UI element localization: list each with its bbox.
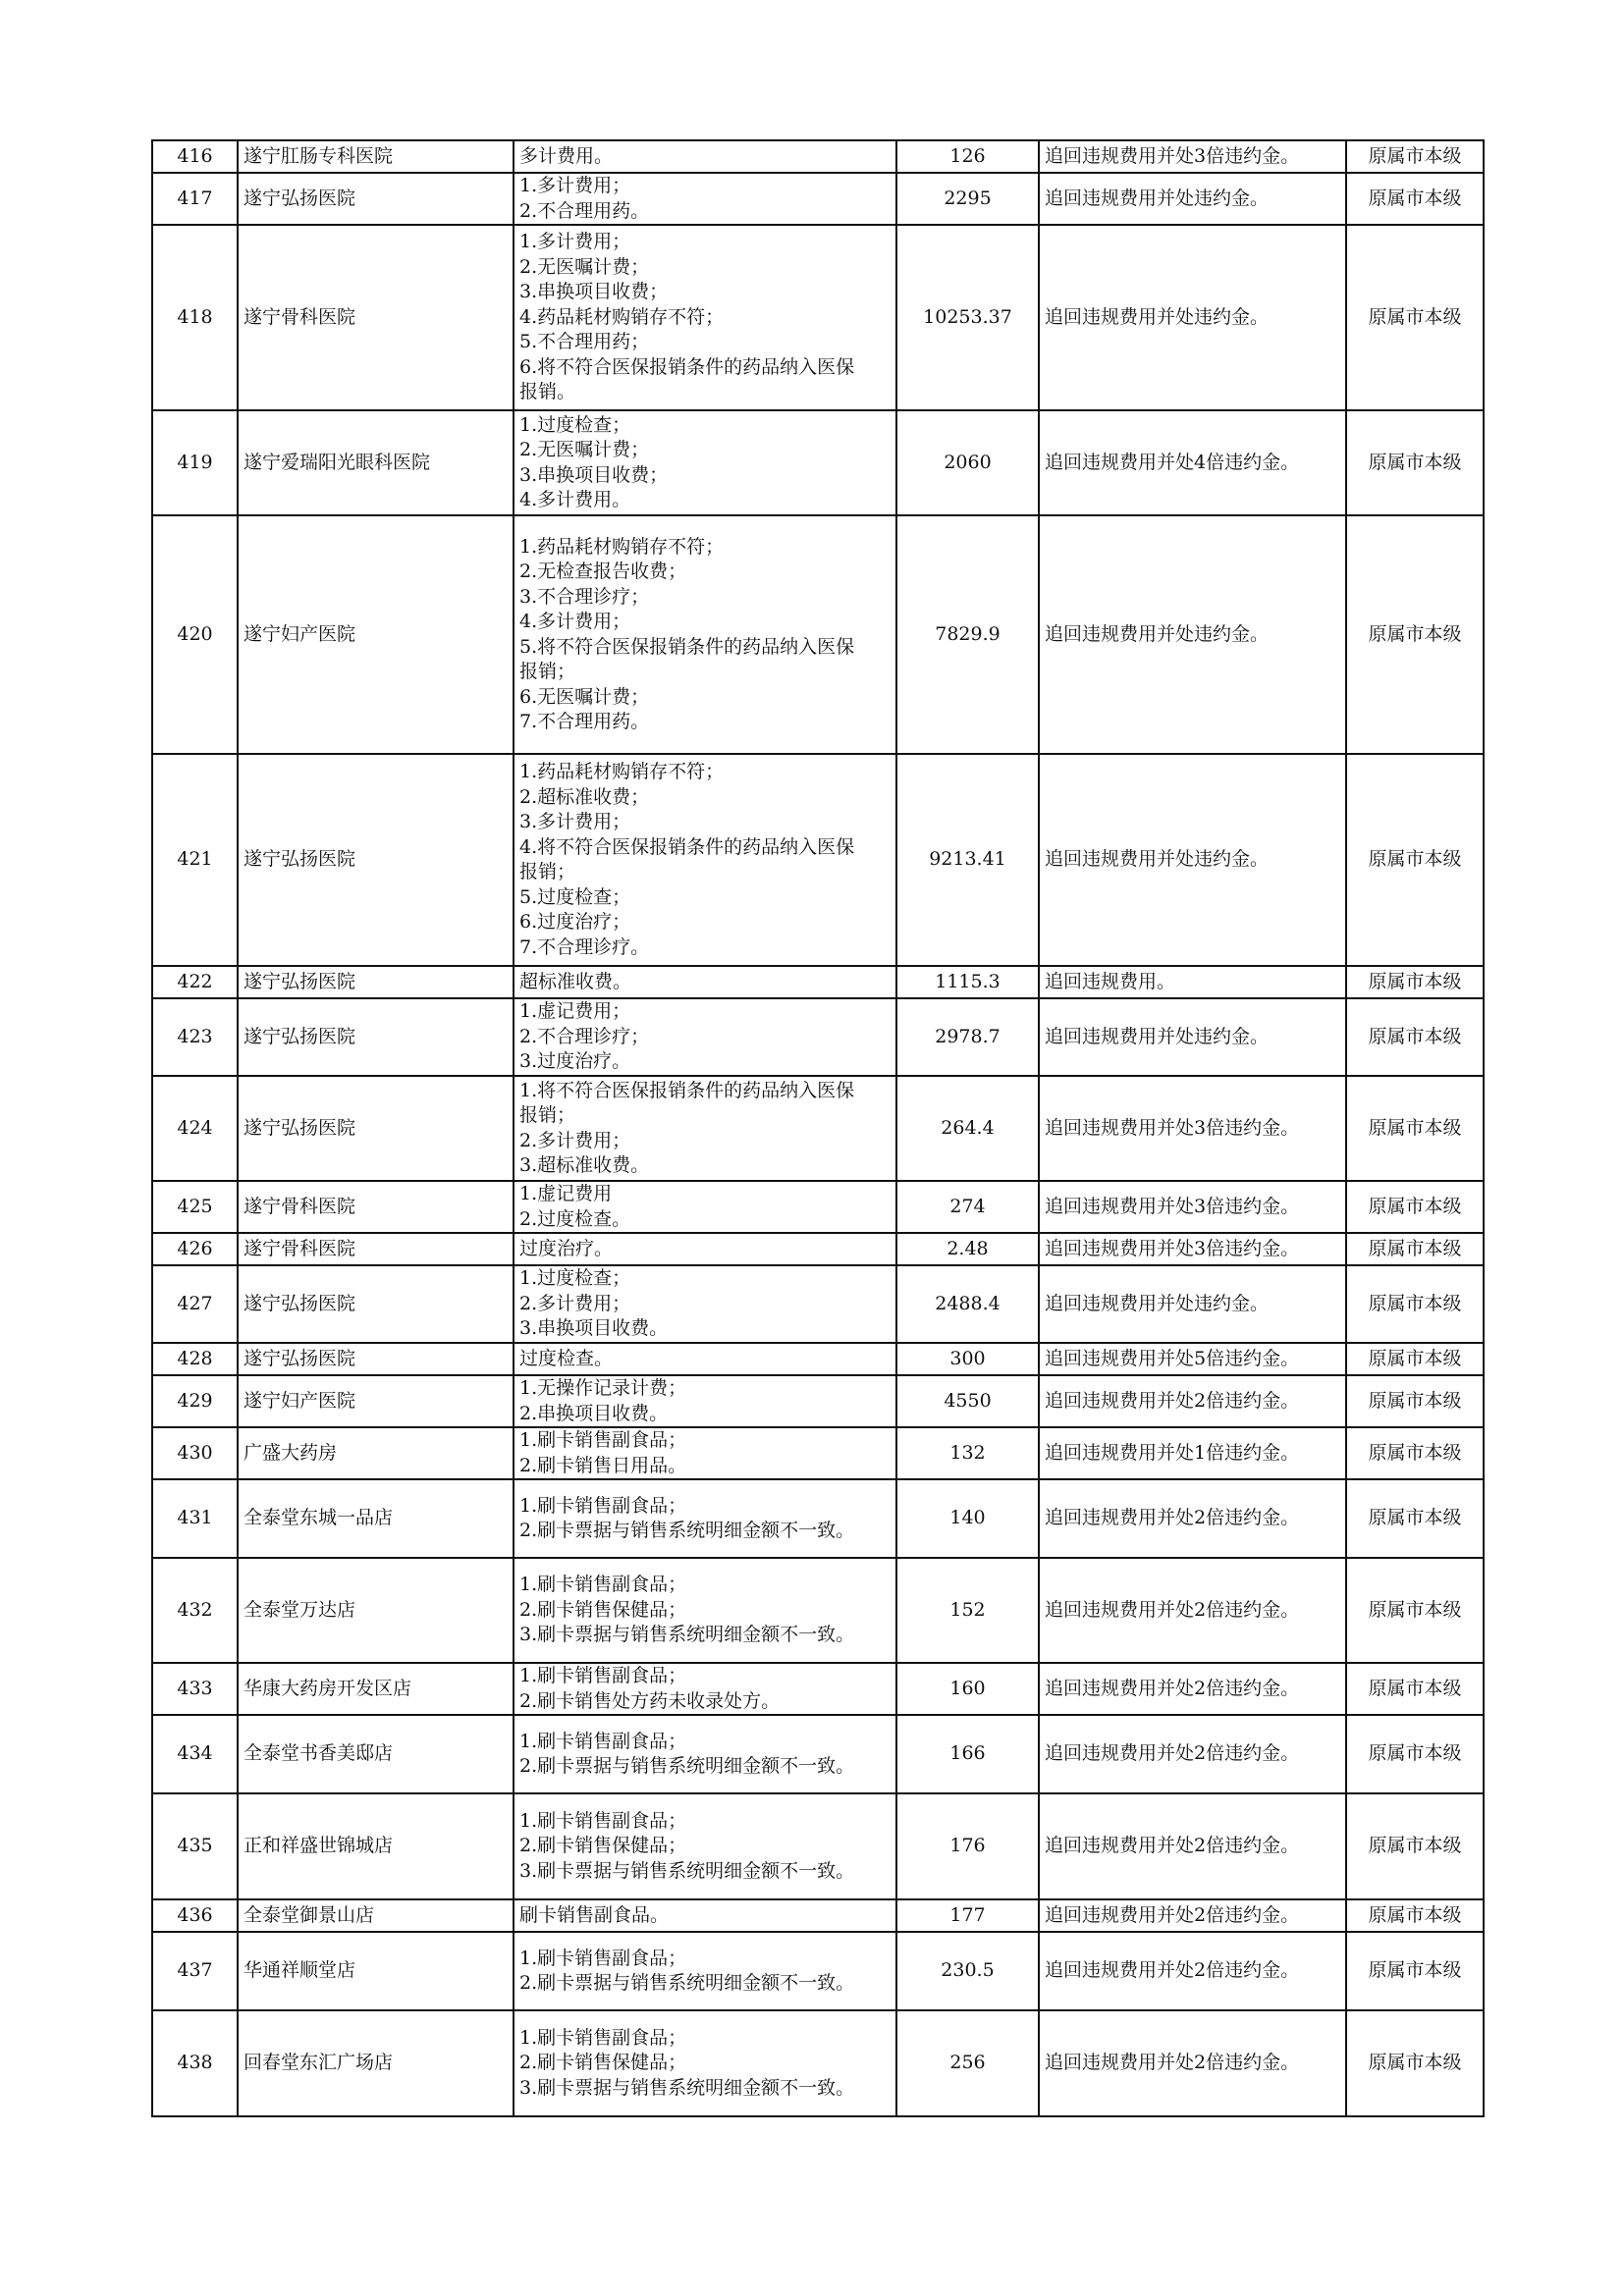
issue-line: 2.无医嘱计费； [519,439,650,460]
institution-name: 华康大药房开发区店 [238,1663,514,1715]
institution-name: 遂宁骨科医院 [238,1181,514,1233]
jurisdiction: 原属市本级 [1346,1343,1484,1375]
row-index: 438 [152,2010,238,2116]
jurisdiction: 原属市本级 [1346,1375,1484,1427]
issue-line: 1.刷卡销售副食品； [519,2026,687,2049]
violation-amount: 2.48 [896,1233,1039,1265]
issue-line: 3.刷卡票据与销售系统明细金额不一致。 [519,1859,855,1882]
institution-name: 遂宁肛肠专科医院 [238,140,514,173]
institution-name: 遂宁骨科医院 [238,1233,514,1265]
issue-line: 2.无医嘱计费； [519,255,650,278]
violation-amount: 2060 [896,410,1039,515]
violation-issues [514,1479,896,1558]
jurisdiction: 原属市本级 [1346,1427,1484,1479]
issue-line: 1.刷卡销售副食品； [519,1574,687,1596]
violation-issues [514,225,896,410]
table-row [152,1715,1484,1793]
jurisdiction: 原属市本级 [1346,2010,1484,2116]
table-row [152,1076,1484,1181]
penalty-action: 追回违规费用并处5倍违约金。 [1039,1343,1346,1375]
violation-issues [514,998,896,1076]
violation-amount: 10253.37 [896,225,1039,410]
institution-name: 遂宁妇产医院 [238,515,514,754]
row-index: 421 [152,754,238,966]
penalty-action: 追回违规费用并处3倍违约金。 [1039,1233,1346,1265]
issue-line: 6.过度治疗； [519,911,631,933]
institution-name: 广盛大药房 [238,1427,514,1479]
jurisdiction: 原属市本级 [1346,515,1484,754]
penalty-action: 追回违规费用并处违约金。 [1039,754,1346,966]
issue-line: 2.刷卡销售处方药未收录处方。 [519,1689,781,1712]
jurisdiction: 原属市本级 [1346,1793,1484,1899]
violation-issues [514,1899,896,1932]
penalty-action: 追回违规费用并处3倍违约金。 [1039,1076,1346,1181]
issue-line: 1.药品耗材购销存不符； [519,535,725,558]
jurisdiction: 原属市本级 [1346,754,1484,966]
issue-line: 过度治疗。 [519,1237,614,1259]
table-row [152,1793,1484,1899]
institution-name: 遂宁弘扬医院 [238,754,514,966]
violation-issues [514,966,896,998]
penalty-table [151,139,1485,2117]
institution-name: 遂宁弘扬医院 [238,966,514,998]
violation-issues [514,1375,896,1427]
institution-name: 遂宁弘扬医院 [238,1076,514,1181]
penalty-action: 追回违规费用并处违约金。 [1039,998,1346,1076]
table-row [152,1375,1484,1427]
violation-issues [514,1932,896,2010]
violation-amount: 1115.3 [896,966,1039,998]
issue-line: 报销； [519,861,576,882]
row-index: 435 [152,1793,238,1899]
violation-amount: 140 [896,1479,1039,1558]
penalty-action: 追回违规费用并处2倍违约金。 [1039,1375,1346,1427]
issue-line: 7.不合理用药。 [519,711,650,732]
violation-amount: 230.5 [896,1932,1039,2010]
row-index: 418 [152,225,238,410]
institution-name: 华通祥顺堂店 [238,1932,514,2010]
violation-issues [514,1715,896,1793]
violation-amount: 300 [896,1343,1039,1375]
jurisdiction: 原属市本级 [1346,410,1484,515]
row-index: 426 [152,1233,238,1265]
issue-line: 1.刷卡销售副食品； [519,1494,687,1517]
table-row [152,1181,1484,1233]
institution-name: 全泰堂御景山店 [238,1899,514,1932]
issue-line: 报销。 [519,381,576,403]
issue-line: 报销； [519,1104,576,1126]
penalty-action: 追回违规费用并处违约金。 [1039,225,1346,410]
violation-amount: 2295 [896,173,1039,225]
penalty-action: 追回违规费用并处违约金。 [1039,515,1346,754]
penalty-action: 追回违规费用并处违约金。 [1039,1265,1346,1343]
institution-name: 遂宁弘扬医院 [238,173,514,225]
violation-issues [514,1558,896,1663]
issue-line: 2.多计费用； [519,1292,631,1314]
issue-line: 2.无检查报告收费； [519,561,687,582]
table-row [152,1899,1484,1932]
row-index: 436 [152,1899,238,1932]
jurisdiction: 原属市本级 [1346,1479,1484,1558]
jurisdiction: 原属市本级 [1346,1558,1484,1663]
penalty-action: 追回违规费用并处2倍违约金。 [1039,1932,1346,2010]
issue-line: 4.将不符合医保报销条件的药品纳入医保 [519,835,855,858]
issue-line: 1.刷卡销售副食品； [519,1730,687,1752]
table-row [152,1932,1484,2010]
violation-issues [514,515,896,754]
issue-line: 7.不合理诊疗。 [519,935,650,958]
violation-amount: 264.4 [896,1076,1039,1181]
issue-line: 超标准收费。 [519,970,632,992]
violation-amount: 2488.4 [896,1265,1039,1343]
penalty-action: 追回违规费用并处违约金。 [1039,173,1346,225]
table-row [152,173,1484,225]
violation-issues [514,1663,896,1715]
violation-amount: 177 [896,1899,1039,1932]
issue-line: 2.刷卡票据与销售系统明细金额不一致。 [519,1755,855,1777]
table-row [152,1479,1484,1558]
violation-issues [514,173,896,225]
issue-line: 5.将不符合医保报销条件的药品纳入医保 [519,635,855,658]
issue-line: 1.刷卡销售副食品； [519,1947,687,1969]
violation-issues [514,1427,896,1479]
row-index: 416 [152,140,238,173]
institution-name: 全泰堂万达店 [238,1558,514,1663]
table-row [152,1663,1484,1715]
row-index: 417 [152,173,238,225]
table-row [152,2010,1484,2116]
table-row [152,998,1484,1076]
issue-line: 2.刷卡销售保健品； [519,1835,687,1857]
issue-line: 3.不合理诊疗； [519,585,650,608]
institution-name: 遂宁弘扬医院 [238,998,514,1076]
violation-amount: 176 [896,1793,1039,1899]
table-body [152,140,1484,2116]
violation-amount: 256 [896,2010,1039,2116]
issue-line: 3.刷卡票据与销售系统明细金额不一致。 [519,1624,855,1646]
violation-amount: 2978.7 [896,998,1039,1076]
row-index: 431 [152,1479,238,1558]
row-index: 419 [152,410,238,515]
issue-line: 1.无操作记录计费； [519,1377,687,1399]
penalty-action: 追回违规费用并处3倍违约金。 [1039,1181,1346,1233]
penalty-action: 追回违规费用并处1倍违约金。 [1039,1427,1346,1479]
jurisdiction: 原属市本级 [1346,1932,1484,2010]
violation-amount: 166 [896,1715,1039,1793]
violation-amount: 160 [896,1663,1039,1715]
institution-name: 遂宁爱瑞阳光眼科医院 [238,410,514,515]
jurisdiction: 原属市本级 [1346,1715,1484,1793]
penalty-action: 追回违规费用并处3倍违约金。 [1039,140,1346,173]
row-index: 429 [152,1375,238,1427]
issue-line: 2.刷卡销售保健品； [519,1598,687,1621]
issue-line: 2.刷卡票据与销售系统明细金额不一致。 [519,1520,855,1541]
penalty-action: 追回违规费用并处2倍违约金。 [1039,1899,1346,1932]
issue-line: 5.不合理用药； [519,331,650,353]
table-row [152,754,1484,966]
row-index: 424 [152,1076,238,1181]
table-row [152,225,1484,410]
violation-amount: 152 [896,1558,1039,1663]
row-index: 430 [152,1427,238,1479]
row-index: 422 [152,966,238,998]
jurisdiction: 原属市本级 [1346,1265,1484,1343]
table-row [152,140,1484,173]
penalty-action: 追回违规费用并处2倍违约金。 [1039,1558,1346,1663]
violation-amount: 7829.9 [896,515,1039,754]
institution-name: 遂宁弘扬医院 [238,1343,514,1375]
issue-line: 4.多计费用； [519,611,631,632]
penalty-action: 追回违规费用并处2倍违约金。 [1039,1663,1346,1715]
issue-line: 1.将不符合医保报销条件的药品纳入医保 [519,1079,855,1101]
institution-name: 全泰堂书香美邸店 [238,1715,514,1793]
row-index: 427 [152,1265,238,1343]
violation-amount: 4550 [896,1375,1039,1427]
violation-issues [514,410,896,515]
table-row [152,1558,1484,1663]
issue-line: 4.多计费用。 [519,489,631,510]
row-index: 420 [152,515,238,754]
institution-name: 正和祥盛世锦城店 [238,1793,514,1899]
jurisdiction: 原属市本级 [1346,966,1484,998]
jurisdiction: 原属市本级 [1346,1899,1484,1932]
issue-line: 过度检查。 [519,1347,614,1369]
issue-line: 2.串换项目收费。 [519,1402,669,1424]
jurisdiction: 原属市本级 [1346,225,1484,410]
violation-amount: 274 [896,1181,1039,1233]
violation-amount: 132 [896,1427,1039,1479]
jurisdiction: 原属市本级 [1346,173,1484,225]
issue-line: 2.不合理用药。 [519,199,650,222]
table-row [152,1343,1484,1375]
violation-issues [514,1181,896,1233]
issue-line: 3.超标准收费。 [519,1154,650,1176]
issue-line: 2.过度检查。 [519,1207,631,1230]
table-row [152,410,1484,515]
issue-line: 1.刷卡销售副食品； [519,1809,687,1832]
jurisdiction: 原属市本级 [1346,1181,1484,1233]
violation-amount: 9213.41 [896,754,1039,966]
institution-name: 全泰堂东城一品店 [238,1479,514,1558]
issue-line: 1.药品耗材购销存不符； [519,761,725,782]
issue-line: 2.刷卡销售保健品； [519,2052,687,2074]
institution-name: 遂宁妇产医院 [238,1375,514,1427]
issue-line: 2.刷卡票据与销售系统明细金额不一致。 [519,1972,855,1994]
issue-line: 3.多计费用； [519,811,631,832]
institution-name: 遂宁骨科医院 [238,225,514,410]
penalty-action: 追回违规费用并处4倍违约金。 [1039,410,1346,515]
issue-line: 1.过度检查； [519,413,631,436]
violation-issues [514,140,896,173]
table-row [152,1427,1484,1479]
issue-line: 2.刷卡销售日用品。 [519,1454,687,1476]
penalty-action: 追回违规费用并处2倍违约金。 [1039,1793,1346,1899]
row-index: 425 [152,1181,238,1233]
issue-line: 3.串换项目收费。 [519,1317,669,1340]
penalty-action: 追回违规费用并处2倍违约金。 [1039,1715,1346,1793]
penalty-action: 追回违规费用并处2倍违约金。 [1039,1479,1346,1558]
issue-line: 1.多计费用； [519,175,631,196]
issue-line: 3.过度治疗。 [519,1050,631,1073]
issue-line: 2.超标准收费； [519,785,650,808]
issue-line: 2.不合理诊疗； [519,1025,650,1047]
penalty-action: 追回违规费用并处2倍违约金。 [1039,2010,1346,2116]
issue-line: 1.刷卡销售副食品； [519,1665,687,1686]
jurisdiction: 原属市本级 [1346,1076,1484,1181]
institution-name: 遂宁弘扬医院 [238,1265,514,1343]
issue-line: 3.串换项目收费； [519,281,669,303]
issue-line: 多计费用。 [519,144,614,167]
issue-line: 1.多计费用； [519,231,631,253]
issue-line: 2.多计费用； [519,1129,631,1151]
violation-issues [514,1343,896,1375]
issue-line: 1.刷卡销售副食品； [519,1429,687,1451]
issue-line: 6.无医嘱计费； [519,685,650,708]
issue-line: 5.过度检查； [519,885,631,908]
issue-line: 1.虚记费用； [519,1000,631,1023]
violation-issues [514,1265,896,1343]
issue-line: 刷卡销售副食品。 [519,1903,670,1926]
institution-name: 回春堂东汇广场店 [238,2010,514,2116]
row-index: 428 [152,1343,238,1375]
issue-line: 6.将不符合医保报销条件的药品纳入医保 [519,355,855,378]
issue-line: 报销； [519,661,576,682]
jurisdiction: 原属市本级 [1346,1233,1484,1265]
violation-issues [514,1076,896,1181]
violation-amount: 126 [896,140,1039,173]
penalty-action: 追回违规费用。 [1039,966,1346,998]
row-index: 433 [152,1663,238,1715]
issue-line: 3.刷卡票据与销售系统明细金额不一致。 [519,2076,855,2099]
table-row [152,1233,1484,1265]
table-row [152,1265,1484,1343]
table-row [152,966,1484,998]
violation-issues [514,1793,896,1899]
violation-issues [514,2010,896,2116]
violation-issues [514,754,896,966]
violation-issues [514,1233,896,1265]
table-row [152,515,1484,754]
jurisdiction: 原属市本级 [1346,140,1484,173]
issue-line: 3.串换项目收费； [519,463,669,486]
issue-line: 4.药品耗材购销存不符； [519,305,725,328]
jurisdiction: 原属市本级 [1346,998,1484,1076]
issue-line: 1.虚记费用 [519,1183,613,1204]
issue-line: 1.过度检查； [519,1267,631,1290]
row-index: 432 [152,1558,238,1663]
row-index: 423 [152,998,238,1076]
row-index: 434 [152,1715,238,1793]
jurisdiction: 原属市本级 [1346,1663,1484,1715]
row-index: 437 [152,1932,238,2010]
